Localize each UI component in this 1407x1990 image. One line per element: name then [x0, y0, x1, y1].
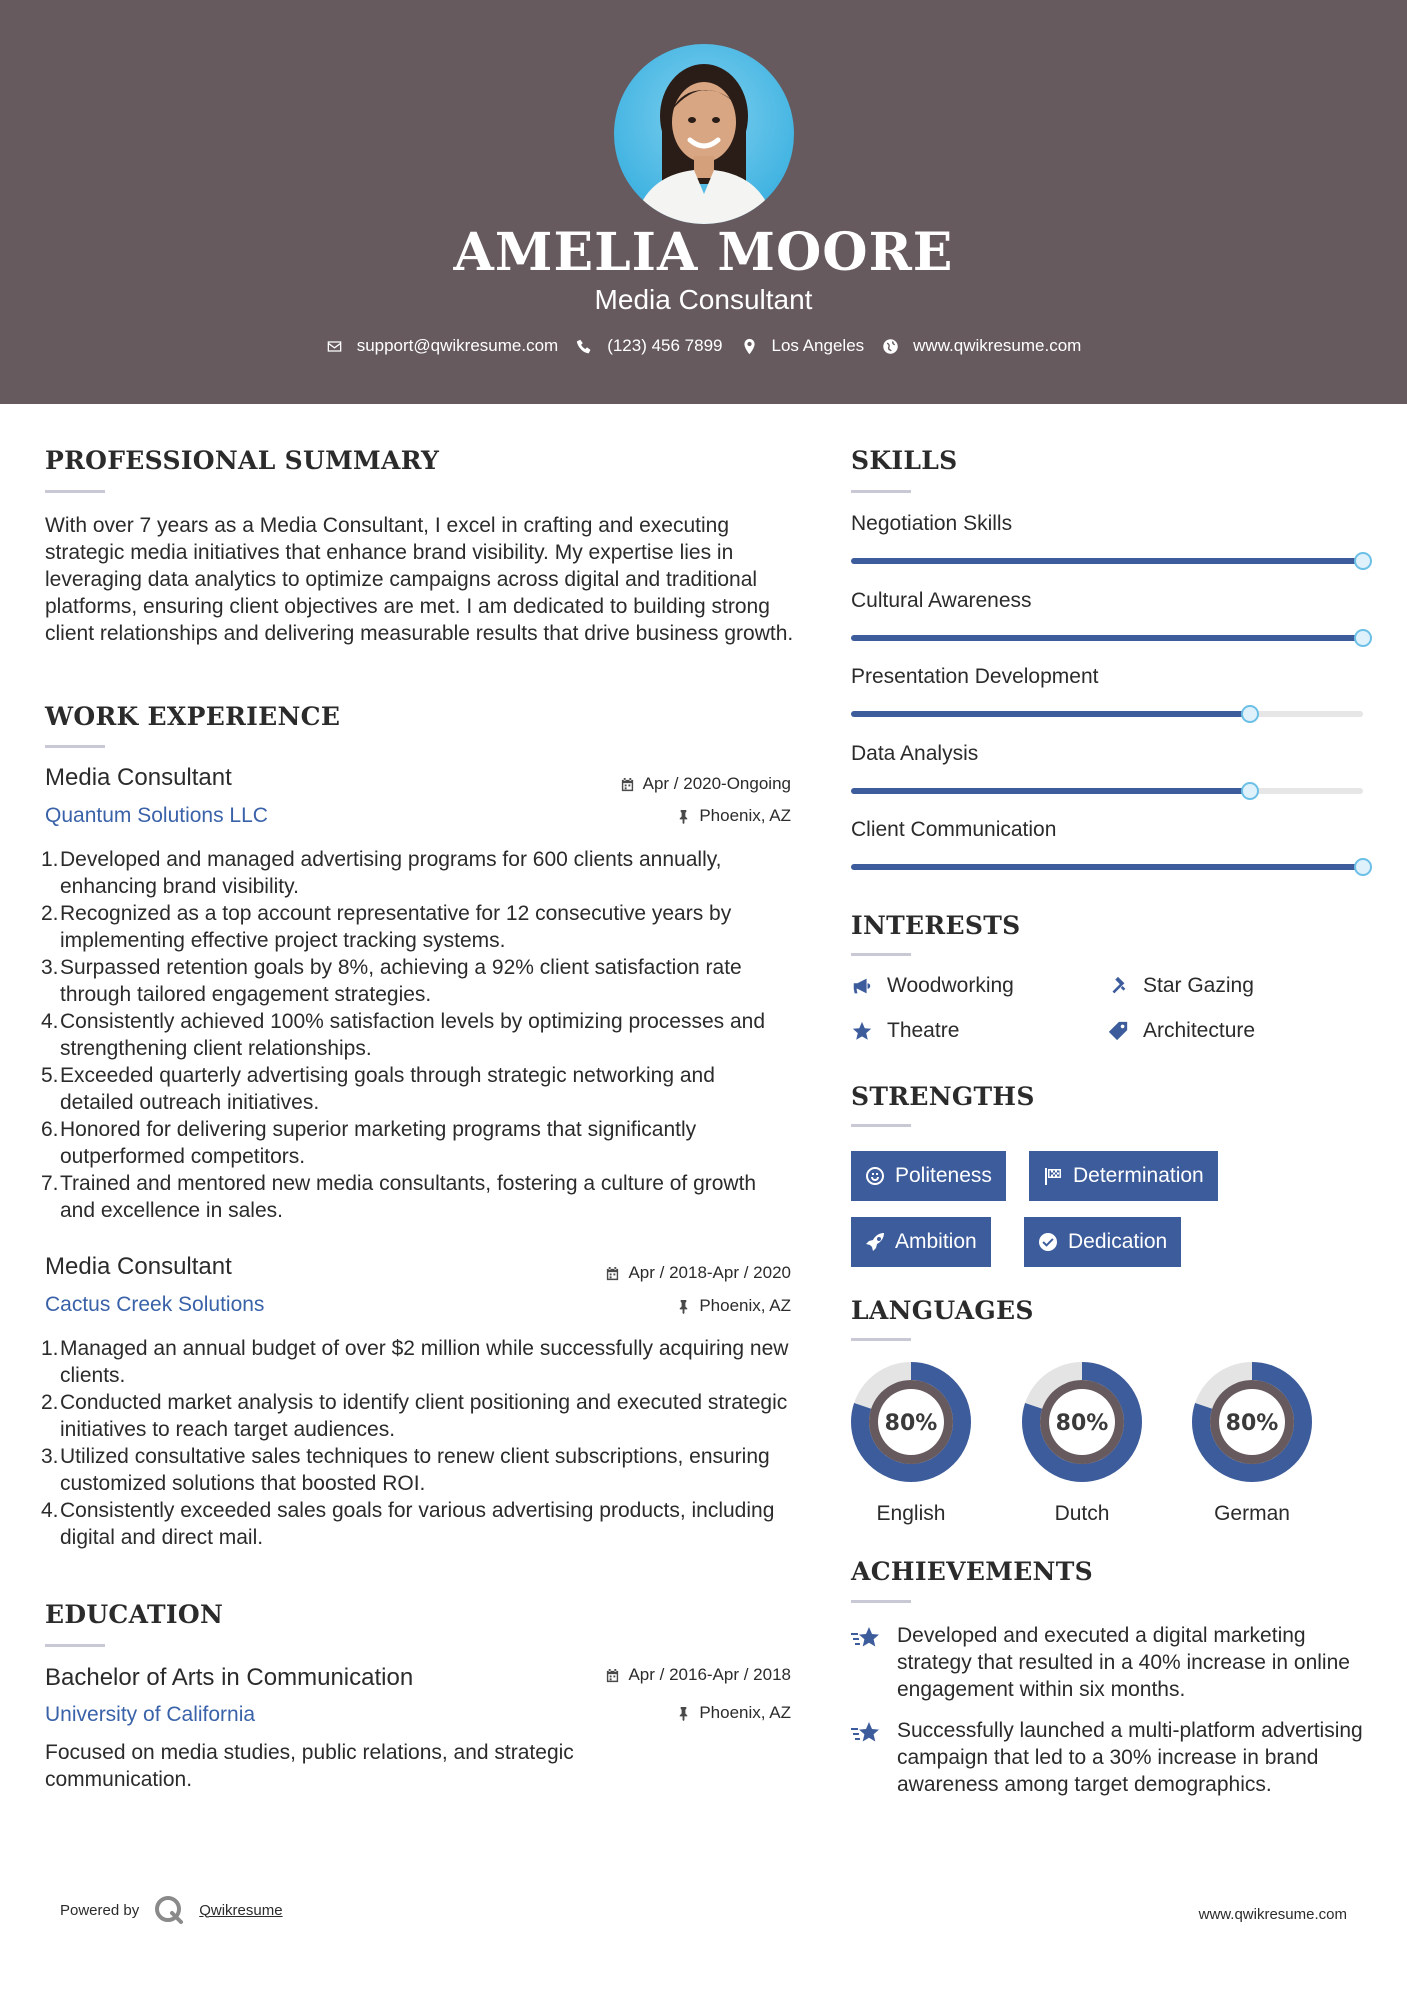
skill-bar-knob: [1241, 782, 1259, 800]
job-1-title: Media Consultant: [45, 764, 232, 791]
interest-woodworking: [851, 974, 1014, 998]
language-item: [1190, 1360, 1314, 1525]
contact-row: [0, 336, 1407, 356]
education-rule: [45, 1644, 105, 1647]
achievement-text: Successfully launched a multi-platform advertising campaign that led to a 30% increase in brand awareness among target demographics.: [897, 1719, 1363, 1796]
qwikresume-logo-icon: [153, 1894, 185, 1926]
languages-rule: [851, 1338, 911, 1341]
list-item: 1. Developed and managed advertising programs for 600 clients annually, enhancing brand visibility.: [41, 848, 722, 898]
globe-icon: [882, 338, 899, 355]
language-percent: 80%: [1055, 1411, 1109, 1436]
skill-label: Negotiation Skills: [851, 512, 1013, 535]
job-2-bullets: [41, 1335, 791, 1551]
footer-powered-by: [60, 1894, 283, 1926]
skills-rule: [851, 490, 911, 493]
qwikresume-link[interactable]: Qwikresume: [199, 1901, 283, 1919]
interest-theatre: [851, 1019, 959, 1043]
skill-bar: [851, 711, 1363, 717]
phone-icon: [576, 338, 593, 355]
interest-label: Theatre: [887, 1019, 960, 1042]
list-item: 1. Managed an annual budget of over $2 million while successfully acquiring new clients.: [41, 1337, 789, 1387]
skill-bar-fill: [851, 788, 1250, 794]
smile-icon: [865, 1166, 885, 1186]
flag-icon: [1043, 1166, 1063, 1186]
contact-email[interactable]: [326, 336, 559, 356]
skill-label: Presentation Development: [851, 665, 1099, 688]
strengths-rule: [851, 1124, 911, 1127]
map-marker-icon: [741, 338, 758, 355]
skill-bar-fill: [851, 864, 1363, 870]
calendar-icon: [620, 777, 635, 792]
education-location: [480, 1703, 791, 1723]
contact-phone-text: (123) 456 7899: [607, 336, 723, 355]
job-2-location: [480, 1296, 791, 1316]
contact-website[interactable]: [882, 336, 1081, 356]
contact-website-text: www.qwikresume.com: [913, 336, 1082, 355]
tag-icon: [1107, 1020, 1129, 1042]
language-label: English: [876, 1502, 946, 1525]
candidate-name: AMELIA MOORE: [453, 222, 954, 283]
achievement-star-icon: [851, 1624, 881, 1652]
education-heading: EDUCATION: [45, 1600, 224, 1629]
list-item: 3. Utilized consultative sales techniques to renew client subscriptions, ensuring customized solutions that boosted ROI.: [41, 1445, 770, 1495]
strength-label: Ambition: [895, 1230, 977, 1253]
summary-text: With over 7 years as a Media Consultant, I excel in crafting and executing strategic media initiatives that enhance brand visibility. My expertise lies in leveraging data analytics to optimize campaigns across digital and traditional platforms, ensuring client objectives are met. I am dedicated to building strong client relationships and delivering measurable results that drive business growth.: [45, 514, 794, 645]
skill-label: Cultural Awareness: [851, 588, 1032, 612]
envelope-icon: [326, 338, 343, 355]
strength-label: Dedication: [1068, 1230, 1168, 1253]
job-2-company: Cactus Creek Solutions: [45, 1293, 265, 1316]
achievement-text: Developed and executed a digital marketing strategy that resulted in a 40% increase in online engagement within six months.: [897, 1624, 1350, 1701]
interest-label: Architecture: [1143, 1019, 1256, 1042]
achievement-star-icon: [851, 1719, 881, 1747]
pushpin-icon: [676, 809, 691, 824]
achievement-2: [851, 1717, 1371, 1798]
interests-heading: INTERESTS: [851, 911, 1021, 940]
strengths-heading: STRENGTHS: [851, 1082, 1035, 1111]
list-item: 6. Honored for delivering superior marketing programs that significantly outperformed competitors.: [41, 1118, 697, 1168]
summary-rule: [45, 490, 105, 493]
skill-bar: [851, 558, 1363, 564]
interest-star-gazing: [1107, 974, 1254, 998]
list-item: 5. Exceeded quarterly advertising goals through strategic networking and detailed outreach initiatives.: [41, 1064, 715, 1114]
profile-photo: [614, 44, 794, 224]
education-degree: Bachelor of Arts in Communication: [45, 1664, 414, 1691]
list-item: 7. Trained and mentored new media consultants, fostering a culture of growth and excellence in sales.: [41, 1172, 757, 1222]
experience-rule: [45, 745, 105, 748]
skill-bar-fill: [851, 635, 1363, 641]
strength-determination: [1029, 1151, 1218, 1201]
job-2-dates-text: Apr / 2018-Apr / 2020: [628, 1263, 791, 1282]
skill-bar: [851, 635, 1363, 641]
strength-label: Determination: [1073, 1164, 1204, 1187]
list-item: 2. Conducted market analysis to identify client positioning and executed strategic initiatives to reach target audiences.: [41, 1391, 788, 1441]
job-2-location-text: Phoenix, AZ: [699, 1296, 791, 1315]
job-1-dates: [480, 774, 791, 794]
calendar-icon: [605, 1266, 620, 1281]
skill-bar-fill: [851, 558, 1363, 564]
pushpin-icon: [676, 1706, 691, 1721]
resume-header: [0, 0, 1407, 404]
education-dates: [480, 1665, 791, 1685]
achievements-rule: [851, 1600, 911, 1603]
contact-email-text: support@qwikresume.com: [356, 336, 559, 355]
interests-rule: [851, 953, 911, 956]
strength-politeness: [851, 1151, 1006, 1201]
contact-location-text: Los Angeles: [771, 336, 865, 355]
job-1-company: Quantum Solutions LLC: [45, 804, 268, 827]
language-item: [1020, 1360, 1144, 1525]
footer-url[interactable]: www.qwikresume.com: [1198, 1906, 1347, 1923]
achievements-heading: ACHIEVEMENTS: [851, 1557, 1093, 1586]
list-item: 2. Recognized as a top account representative for 12 consecutive years by implementing effective project tracking systems.: [41, 902, 732, 952]
skill-label: Data Analysis: [851, 741, 979, 765]
interest-label: Star Gazing: [1143, 974, 1254, 997]
gavel-icon: [1107, 975, 1129, 997]
language-item: [849, 1360, 973, 1525]
interest-label: Woodworking: [887, 974, 1014, 997]
skill-bar-fill: [851, 711, 1250, 717]
star-icon: [851, 1020, 873, 1042]
language-ring: [849, 1360, 973, 1484]
job-1-location: [480, 806, 791, 826]
strength-dedication: [1024, 1217, 1181, 1267]
language-percent: 80%: [1225, 1411, 1279, 1436]
skill-bar-knob: [1354, 552, 1372, 570]
powered-by-text: Powered by: [60, 1901, 140, 1919]
strength-ambition: [851, 1217, 991, 1267]
job-2-dates: [480, 1263, 791, 1283]
job-2-title: Media Consultant: [45, 1253, 232, 1280]
job-1-dates-text: Apr / 2020-Ongoing: [642, 774, 791, 793]
education-dates-text: Apr / 2016-Apr / 2018: [628, 1665, 791, 1684]
summary-heading: PROFESSIONAL SUMMARY: [45, 446, 440, 475]
interest-architecture: [1107, 1019, 1255, 1043]
language-ring: [1020, 1360, 1144, 1484]
skill-bar: [851, 788, 1363, 794]
pushpin-icon: [676, 1299, 691, 1314]
contact-location: [741, 336, 865, 356]
strength-label: Politeness: [895, 1164, 992, 1187]
achievement-1: [851, 1622, 1371, 1703]
contact-phone[interactable]: [576, 336, 722, 356]
language-percent: 80%: [884, 1411, 938, 1436]
education-text: Focused on media studies, public relations, and strategic communication.: [45, 1741, 574, 1791]
skill-bar-knob: [1354, 858, 1372, 876]
education-location-text: Phoenix, AZ: [699, 1703, 791, 1722]
experience-heading: WORK EXPERIENCE: [45, 702, 341, 731]
language-label: Dutch: [1054, 1502, 1110, 1525]
rocket-icon: [865, 1232, 885, 1252]
skills-heading: SKILLS: [851, 446, 958, 475]
education-school: University of California: [45, 1703, 256, 1726]
bullhorn-icon: [851, 975, 873, 997]
list-item: 4. Consistently achieved 100% satisfaction levels by optimizing processes and strengthening client relationships.: [41, 1010, 766, 1060]
job-1-bullets: [41, 846, 791, 1224]
check-circle-icon: [1038, 1232, 1058, 1252]
skill-bar-knob: [1241, 705, 1259, 723]
languages-heading: LANGUAGES: [851, 1296, 1034, 1325]
skill-label: Client Communication: [851, 818, 1057, 841]
skill-bar: [851, 864, 1363, 870]
list-item: 4. Consistently exceeded sales goals for various advertising products, including digital and direct mail.: [41, 1499, 775, 1549]
profile-photo-illustration: [614, 44, 794, 224]
language-ring: [1190, 1360, 1314, 1484]
candidate-role: Media Consultant: [594, 284, 813, 315]
calendar-icon: [605, 1668, 620, 1683]
job-1-location-text: Phoenix, AZ: [699, 806, 791, 825]
list-item: 3. Surpassed retention goals by 8%, achieving a 92% client satisfaction rate through tailored engagement strategies.: [41, 956, 742, 1006]
language-label: German: [1214, 1502, 1290, 1525]
skill-bar-knob: [1354, 629, 1372, 647]
